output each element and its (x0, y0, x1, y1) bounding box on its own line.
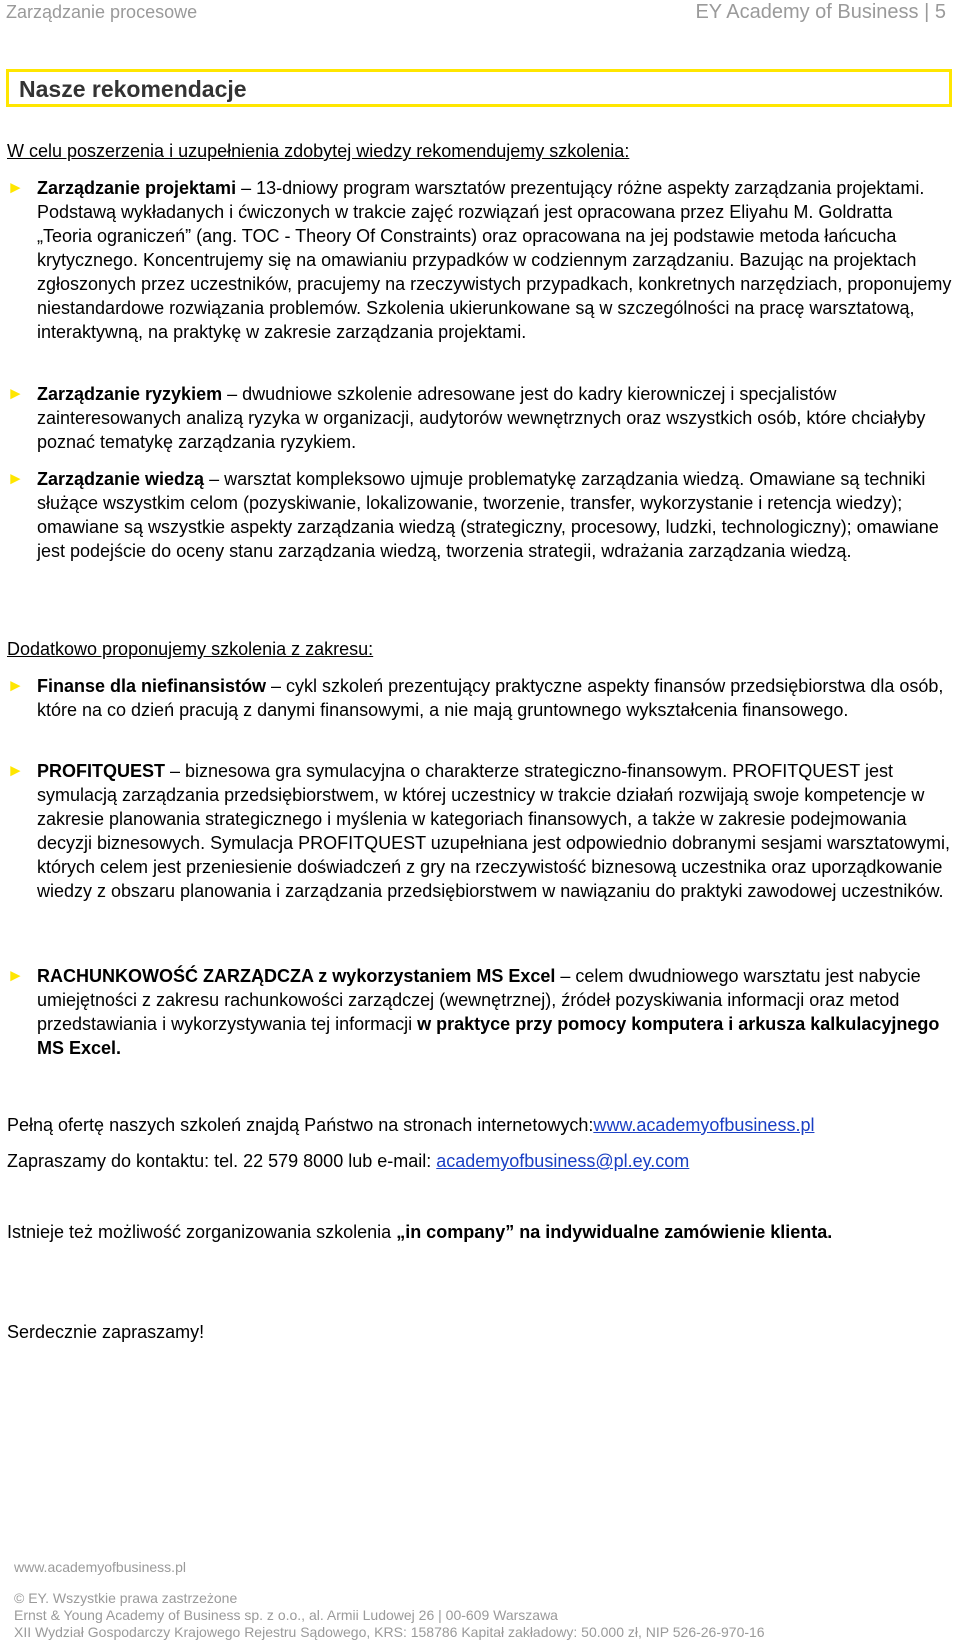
incompany-bold: „in company” na indywidualne zamówienie klienta. (396, 1222, 833, 1242)
intro-text: W celu poszerzenia i uzupełnienia zdobytej wiedzy rekomendujemy szkolenia: (7, 141, 630, 161)
additional-heading: Dodatkowo proponujemy szkolenia z zakresu: (7, 639, 374, 659)
incompany-line (7, 1220, 947, 1244)
contact-text: Zapraszamy do kontaktu: tel. 22 579 8000 lub e-mail: (7, 1151, 437, 1171)
recommendation-item (7, 467, 952, 563)
bullet-arrow-icon: ► (7, 384, 24, 403)
additional-text (37, 964, 952, 1060)
item-description: – warsztat kompleksowo ujmuje problematykę zarządzania wiedzą. Omawiane są techniki służące wszystkim celom (pozyskiwanie, lokalizowanie, tworzenie, transfer, wykorzystanie i retencja wiedzy); omawiane są wszystkie aspekty zarządzania wiedzą (strategiczny, procesowy, ludzki, technologiczny); omawiane jest podejście do oceny stanu zarządzania wiedzą, tworzenia strategii, wdrażania zarządzania wiedzą. (37, 469, 939, 561)
recommendation-text (37, 382, 952, 454)
item-title: Zarządzanie wiedzą (37, 469, 205, 489)
bullet-arrow-icon: ► (7, 761, 24, 780)
additional-text (37, 674, 952, 722)
offer-text: Pełną ofertę naszych szkoleń znajdą Państwo na stronach internetowych: (7, 1115, 594, 1135)
item-title: PROFITQUEST (37, 761, 166, 781)
item-description: – celem dwudniowego warsztatu jest nabycie umiejętności z zakresu rachunkowości zarządczej (wewnętrznej), źródeł pozyskiwania informacji oraz metod przedstawiania i wykorzystywania tej informacji (37, 966, 921, 1034)
recommendation-text (37, 467, 952, 563)
item-bold-tail: w praktyce przy pomocy komputera i arkusza kalkulacyjnego MS Excel. (37, 1014, 940, 1058)
recommendation-item (7, 176, 952, 344)
website-link[interactable]: www.academyofbusiness.pl (593, 1115, 815, 1135)
item-title: RACHUNKOWOŚĆ ZARZĄDCZA z wykorzystaniem MS Excel (37, 966, 556, 986)
contact-line (7, 1149, 947, 1173)
bullet-arrow-icon: ► (7, 469, 24, 488)
bullet-arrow-icon: ► (7, 178, 24, 197)
item-title: Zarządzanie projektami (37, 178, 237, 198)
section-title-box (6, 69, 952, 107)
additional-item (7, 759, 952, 903)
recommendation-text (37, 176, 952, 344)
item-title: Finanse dla niefinansistów (37, 676, 267, 696)
bullet-arrow-icon: ► (7, 676, 24, 695)
item-description: – 13-dniowy program warsztatów prezentujący różne aspekty zarządzania projektami. Podstawą wykładanych i ćwiczonych w trakcie zajęć rozwiązań jest opracowana przez Eliyahu M. Goldratta „Teoria ograniczeń” (ang. TOC - Theory Of Constraints) oraz opracowana na jej podstawie metoda łańcucha krytycznego. Koncentrujemy się na omawianiu przypadków w codziennym zarządzaniu. Bazując na projektach zgłoszonych przez uczestników, pracujemy na rzeczywistych przypadkach, konkretnych narzędziach, proponujemy niestandardowe rozwiązania problemów. Szkolenia ukierunkowane są w szczególności na pracę warsztatową, interaktywną, na praktykę w zakresie zarządzania projektami. (37, 178, 952, 342)
additional-item (7, 674, 952, 722)
footer-registry: XII Wydział Gospodarczy Krajowego Rejestru Sądowego, KRS: 158786 Kapitał zakładowy: 50.000 zł, NIP 526-26-970-16 (14, 1624, 765, 1640)
item-description: – cykl szkoleń prezentujący praktyczne aspekty finansów przedsiębiorstwa dla osób, które na co dzień pracują z danymi finansowymi, a nie mają gruntownego wykształcenia finansowego. (37, 676, 944, 720)
footer-company: Ernst & Young Academy of Business sp. z o.o., al. Armii Ludowej 26 | 00-609 Warszawa (14, 1607, 558, 1623)
additional-text (37, 759, 952, 903)
closing-text: Serdecznie zapraszamy! (7, 1322, 205, 1342)
incompany-text: Istnieje też możliwość zorganizowania szkolenia (7, 1222, 397, 1242)
footer-copyright: © EY. Wszystkie prawa zastrzeżone (14, 1590, 238, 1606)
offer-line (7, 1113, 947, 1137)
header-brand-page: EY Academy of Business | 5 (695, 1, 946, 23)
bullet-arrow-icon: ► (7, 966, 24, 985)
additional-item (7, 964, 952, 1060)
item-description: – dwudniowe szkolenie adresowane jest do kadry kierowniczej i specjalistów zainteresowanych analizą ryzyka w organizacji, audytorów wewnętrznych oraz wszystkich osób, które chciałyby poznać tematykę zarządzania ryzykiem. (37, 384, 926, 452)
email-link[interactable]: academyofbusiness@pl.ey.com (436, 1151, 690, 1171)
section-title: Nasze rekomendacje (19, 76, 247, 102)
footer-website: www.academyofbusiness.pl (14, 1559, 186, 1575)
item-title: Zarządzanie ryzykiem (37, 384, 223, 404)
header-title: Zarządzanie procesowe (6, 2, 198, 22)
item-description: – biznesowa gra symulacyjna o charakterze strategiczno-finansowym. PROFITQUEST jest symulacją zarządzania przedsiębiorstwem, w której uczestnicy w trakcie działań rozwijają swoje kompetencje w zakresie planowania strategicznego i myślenia w kategoriach finansowych, a także w zakresie podejmowania decyzji biznesowych. Symulacja PROFITQUEST uzupełniana jest odpowiednio dobranymi sesjami warsztatowymi, których celem jest przeniesienie doświadczeń z gry na rzeczywistość biznesową uczestnika oraz uporządkowanie wiedzy z obszaru planowania i zarządzania przedsiębiorstwem w nawiązaniu do praktyki zawodowej uczestników. (37, 761, 951, 901)
recommendation-item (7, 382, 952, 454)
